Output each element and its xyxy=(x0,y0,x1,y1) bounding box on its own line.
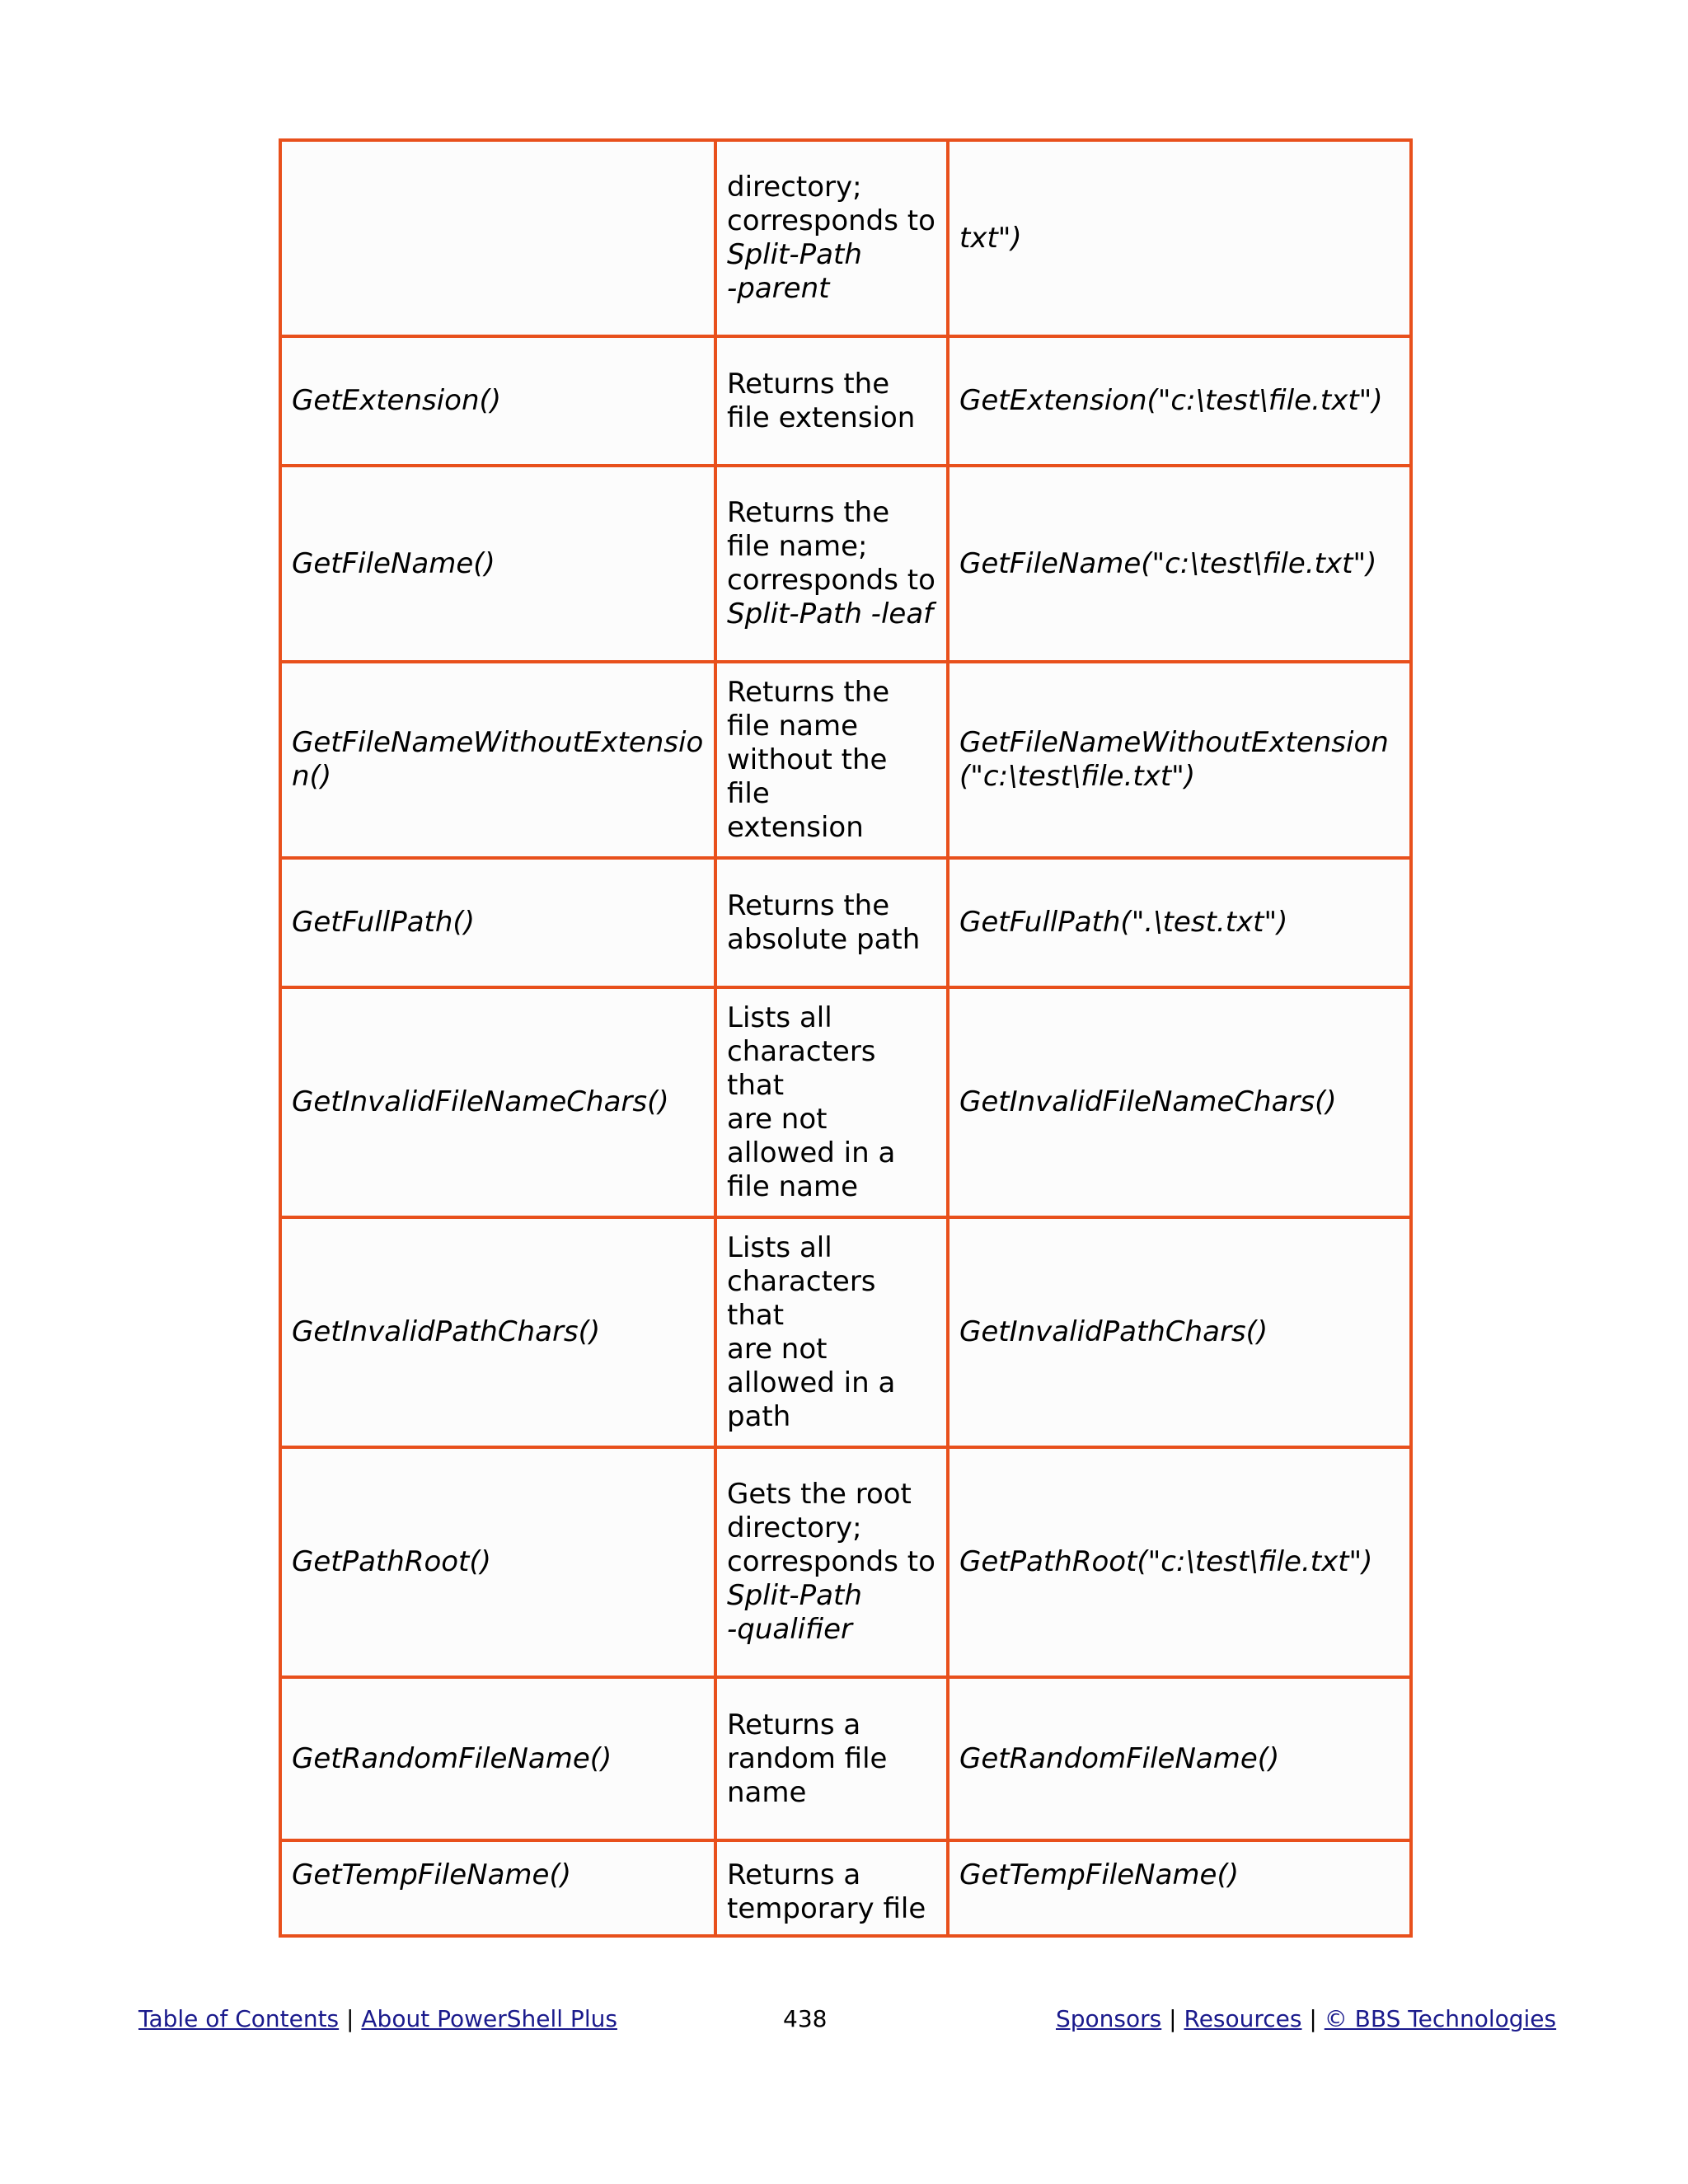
method-name-cell xyxy=(280,140,715,336)
description-line: temporary file xyxy=(727,1892,926,1925)
about-powershell-plus-link[interactable]: About PowerShell Plus xyxy=(361,2005,617,2032)
table-row xyxy=(280,858,1411,987)
table-row xyxy=(280,466,1411,662)
description-cmdlet-line: Split-Path -leaf xyxy=(727,598,934,630)
description-line: path xyxy=(727,1399,791,1433)
method-example-cell: GetFullPath(".\test.txt") xyxy=(948,858,1411,987)
method-example-cell: GetRandomFileName() xyxy=(948,1677,1411,1840)
table-row xyxy=(280,662,1411,858)
method-example-cell: GetTempFileName() xyxy=(948,1840,1411,1936)
method-description-cell xyxy=(715,1677,948,1840)
method-table-body xyxy=(280,140,1411,1936)
method-example-cell: GetInvalidPathChars() xyxy=(948,1217,1411,1447)
description-line: Returns a xyxy=(727,1708,861,1741)
method-description-cell xyxy=(715,140,948,336)
description-line: Returns the xyxy=(727,675,890,709)
method-name-cell: GetFileName() xyxy=(280,466,715,662)
description-cmdlet-line: Split-Path xyxy=(727,1579,862,1612)
resources-link[interactable]: Resources xyxy=(1184,2005,1302,2032)
description-line: file name xyxy=(727,709,859,743)
method-name-cell: GetInvalidFileNameChars() xyxy=(280,987,715,1217)
description-line: absolute path xyxy=(727,922,921,956)
method-name-cell: GetFileNameWithoutExtension() xyxy=(280,662,715,858)
method-description-cell xyxy=(715,1840,948,1936)
table-row xyxy=(280,1840,1411,1936)
method-description-cell xyxy=(715,662,948,858)
copyright-link[interactable]: © BBS Technologies xyxy=(1324,2005,1557,2032)
method-description-cell xyxy=(715,466,948,662)
page-number: 438 xyxy=(783,2005,828,2032)
description-line: are not xyxy=(727,1102,828,1136)
description-line: Returns the xyxy=(727,367,890,401)
method-name-cell: GetInvalidPathChars() xyxy=(280,1217,715,1447)
table-of-contents-link[interactable]: Table of Contents xyxy=(138,2005,340,2032)
method-description-cell xyxy=(715,1447,948,1677)
description-line: directory; xyxy=(727,1511,862,1544)
table-row xyxy=(280,1217,1411,1447)
method-name-cell: GetExtension() xyxy=(280,336,715,466)
method-example-cell: GetExtension("c:\test\file.txt") xyxy=(948,336,1411,466)
description-line: Returns a xyxy=(727,1858,861,1891)
description-line: characters that xyxy=(727,1034,876,1102)
description-line: corresponds to xyxy=(727,1545,935,1578)
table-row xyxy=(280,140,1411,336)
sponsors-link[interactable]: Sponsors xyxy=(1056,2005,1162,2032)
table-row xyxy=(280,1677,1411,1840)
description-line: without the file xyxy=(727,743,888,810)
description-line: directory; xyxy=(727,171,862,204)
method-description-cell xyxy=(715,987,948,1217)
description-line: Gets the root xyxy=(727,1478,912,1511)
footer-separator: | xyxy=(1169,2005,1177,2032)
description-line: file extension xyxy=(727,401,916,434)
method-example-cell: GetFileName("c:\test\file.txt") xyxy=(948,466,1411,662)
method-description-cell xyxy=(715,858,948,987)
method-example-cell: GetPathRoot("c:\test\file.txt") xyxy=(948,1447,1411,1677)
method-description-cell xyxy=(715,336,948,466)
description-line: characters that xyxy=(727,1264,876,1332)
description-line: name xyxy=(727,1775,807,1809)
method-description-cell xyxy=(715,1217,948,1447)
description-line: allowed in a xyxy=(727,1136,896,1169)
method-example-cell: txt") xyxy=(948,140,1411,336)
description-line: file name xyxy=(727,1169,859,1203)
method-example-cell: GetInvalidFileNameChars() xyxy=(948,987,1411,1217)
description-line: Returns the xyxy=(727,888,890,922)
footer-left-links xyxy=(138,2004,617,2034)
method-table xyxy=(279,138,1413,1938)
method-name-cell: GetTempFileName() xyxy=(280,1840,715,1936)
description-line: Returns the xyxy=(727,496,890,529)
description-line: random file xyxy=(727,1741,888,1775)
footer-separator: | xyxy=(346,2005,354,2032)
description-line: corresponds to xyxy=(727,564,935,597)
description-line: corresponds to xyxy=(727,204,935,237)
table-row xyxy=(280,1447,1411,1677)
description-line: are not xyxy=(727,1332,828,1366)
description-line: Lists all xyxy=(727,1230,832,1264)
footer-right-links xyxy=(1056,2004,1556,2034)
description-line: extension xyxy=(727,810,864,844)
description-cmdlet-line: -qualifier xyxy=(727,1613,852,1646)
description-line: file name; xyxy=(727,530,868,563)
method-name-cell: GetFullPath() xyxy=(280,858,715,987)
table-row xyxy=(280,336,1411,466)
method-name-cell: GetPathRoot() xyxy=(280,1447,715,1677)
method-example-cell: GetFileNameWithoutExtension("c:\test\file.txt") xyxy=(948,662,1411,858)
description-line: Lists all xyxy=(727,1001,832,1034)
footer-separator: | xyxy=(1309,2005,1317,2032)
table-row xyxy=(280,987,1411,1217)
description-line: allowed in a xyxy=(727,1366,896,1399)
description-cmdlet-line: Split-Path xyxy=(727,238,862,271)
description-cmdlet-line: -parent xyxy=(727,272,830,305)
method-name-cell: GetRandomFileName() xyxy=(280,1677,715,1840)
